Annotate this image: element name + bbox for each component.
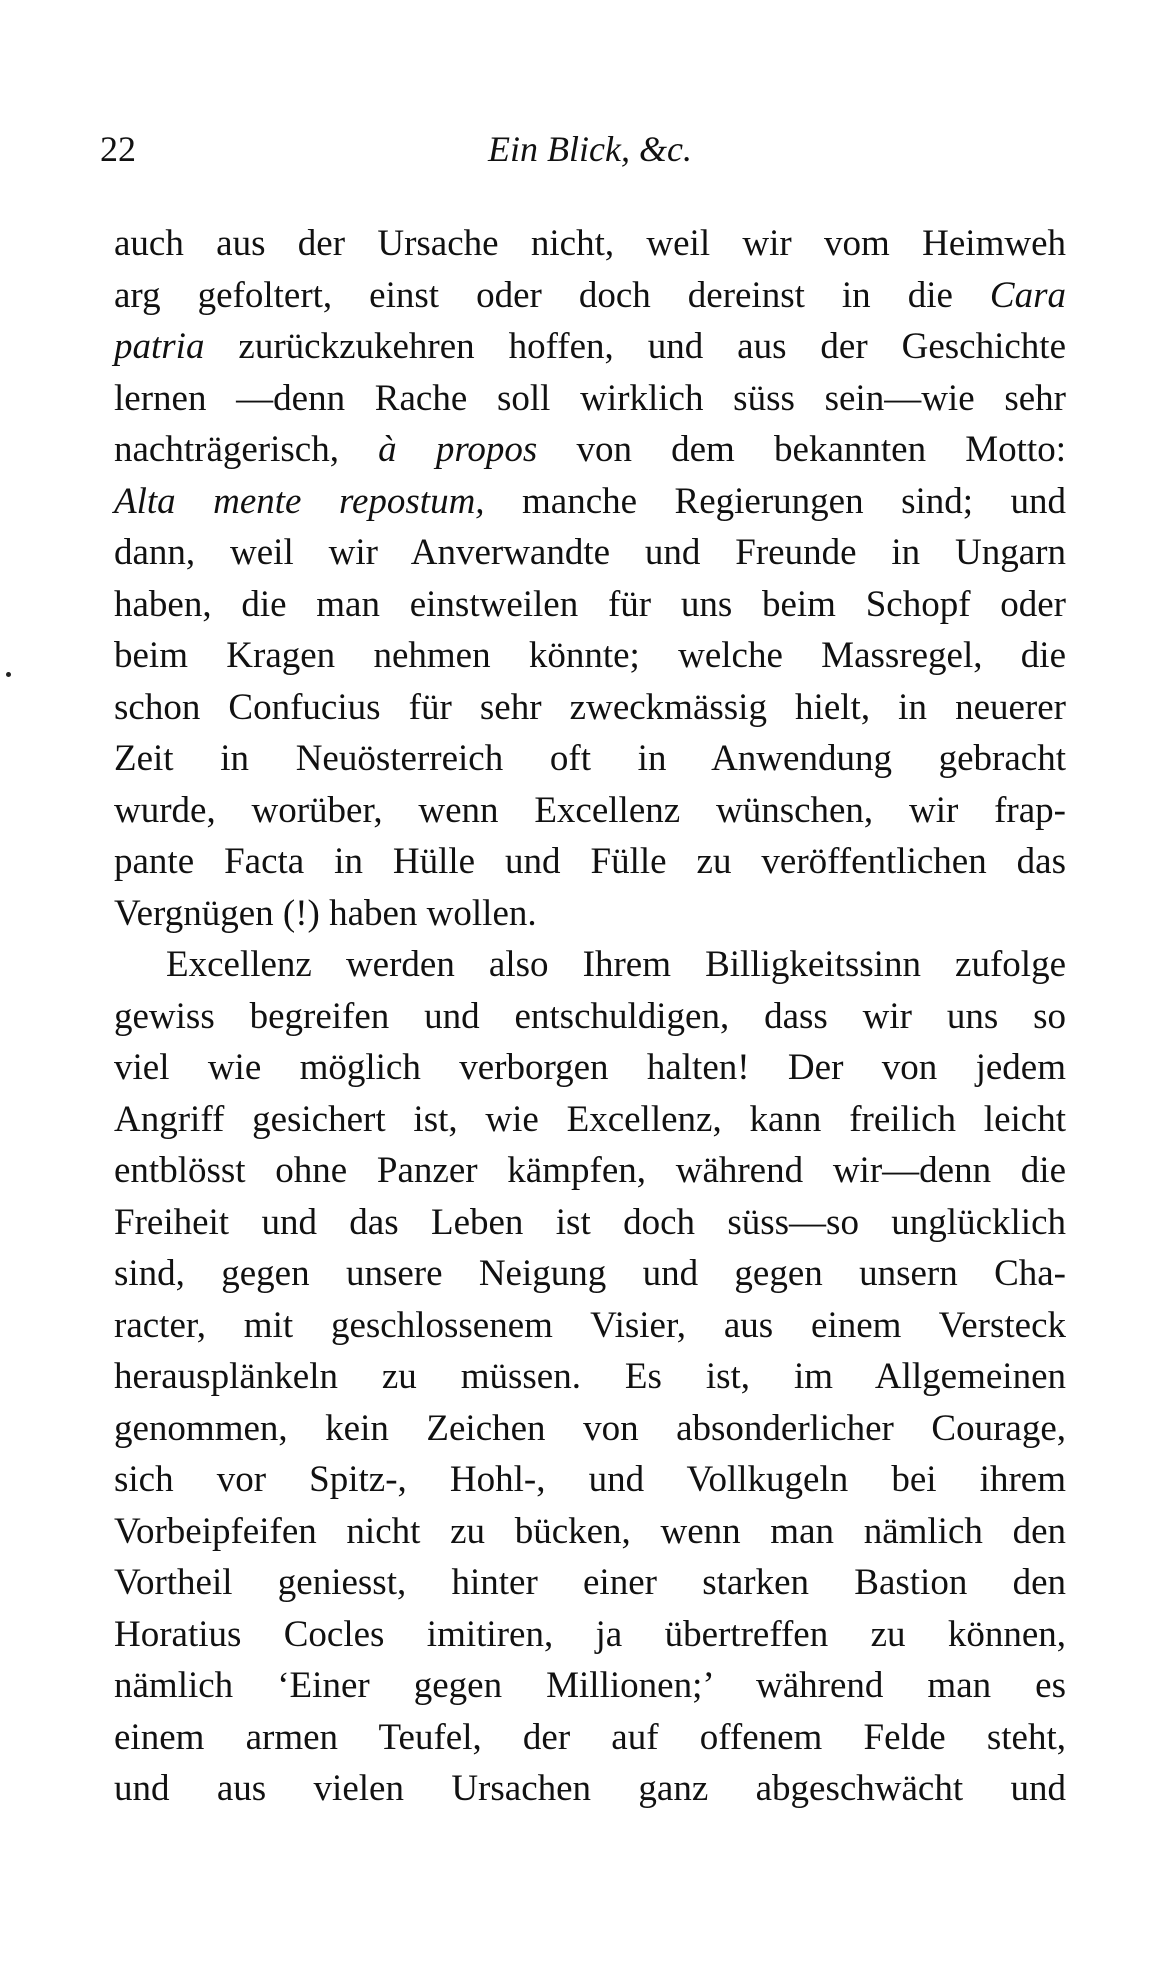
text-line: dann, weil wir Anverwandte und Freunde in Ungarn	[114, 532, 1066, 573]
text-line: lernen —denn Rache soll wirklich süss sein—wie sehr	[114, 377, 1066, 419]
text-line: sich vor Spitz-, Hohl-, und Vollkugeln bei ihrem	[114, 1459, 1066, 1500]
text-line: nämlich ‘Einer gegen Millionen;’ während man es	[114, 1665, 1066, 1706]
text-line	[114, 424, 1066, 476]
text-line: wurde, worüber, wenn Excellenz wünschen, wir frap-	[114, 789, 1066, 831]
italic-phrase: patria	[114, 326, 205, 367]
margin-mark	[6, 672, 11, 677]
text-line: genommen, kein Zeichen von absonderlicher Courage,	[114, 1407, 1066, 1449]
text-line: haben, die man einstweilen für uns beim Schopf oder	[114, 583, 1066, 625]
text-line: auch aus der Ursache nicht, weil wir vom Heimweh	[114, 223, 1066, 264]
text-line	[114, 270, 1066, 322]
text-segment: arg gefoltert, einst oder doch dereinst in die	[114, 274, 953, 316]
running-title: Ein Blick, &c.	[488, 129, 692, 169]
italic-phrase: Alta mente repostum,	[114, 480, 485, 522]
running-head	[100, 128, 1080, 178]
text-segment: zurückzukehren hoffen, und aus der Geschichte	[238, 326, 1066, 367]
text-line: pante Facta in Hülle und Fülle zu veröffentlichen das	[114, 841, 1066, 882]
text-line: Angriff gesichert ist, wie Excellenz, kann freilich leicht	[114, 1098, 1066, 1140]
text-line: und aus vielen Ursachen ganz abgeschwächt und	[114, 1768, 1066, 1809]
page-number: 22	[100, 129, 136, 169]
text-line: Vortheil geniesst, hinter einer starken Bastion den	[114, 1562, 1066, 1603]
text-line	[114, 476, 1066, 528]
text-line	[114, 321, 1066, 373]
text-line: Vergnügen (!) haben wollen.	[114, 892, 537, 934]
text-line: einem armen Teufel, der auf offenem Felde steht,	[114, 1716, 1066, 1758]
text-line: racter, mit geschlossenem Visier, aus einem Versteck	[114, 1304, 1066, 1346]
text-segment: manche Regierungen sind; und	[522, 480, 1066, 522]
text-segment: von dem bekannten Motto:	[576, 429, 1066, 470]
text-line: entblösst ohne Panzer kämpfen, während wir—denn die	[114, 1150, 1066, 1191]
text-line: Horatius Cocles imitiren, ja übertreffen zu können,	[114, 1613, 1066, 1655]
text-line: sind, gegen unsere Neigung und gegen unsern Cha-	[114, 1253, 1066, 1294]
body-text	[114, 218, 1066, 1815]
italic-phrase: Cara	[989, 274, 1066, 316]
paragraph-2	[114, 939, 1066, 1815]
text-line: schon Confucius für sehr zweckmässig hielt, in neuerer	[114, 686, 1066, 728]
paragraph-1	[114, 218, 1066, 939]
text-line: beim Kragen nehmen könnte; welche Massregel, die	[114, 635, 1066, 676]
text-line: Zeit in Neuösterreich oft in Anwendung gebracht	[114, 738, 1066, 779]
text-line: Excellenz werden also Ihrem Billigkeitssinn zufolge	[166, 944, 1066, 985]
text-line: viel wie möglich verborgen halten! Der von jedem	[114, 1047, 1066, 1088]
text-line: Freiheit und das Leben ist doch süss—so unglücklich	[114, 1201, 1066, 1243]
text-line: Vorbeipfeifen nicht zu bücken, wenn man nämlich den	[114, 1510, 1066, 1552]
text-segment: nachträgerisch,	[114, 429, 339, 470]
italic-phrase: à propos	[378, 429, 538, 470]
text-line: herausplänkeln zu müssen. Es ist, im Allgemeinen	[114, 1356, 1066, 1397]
text-line: gewiss begreifen und entschuldigen, dass wir uns so	[114, 995, 1066, 1037]
